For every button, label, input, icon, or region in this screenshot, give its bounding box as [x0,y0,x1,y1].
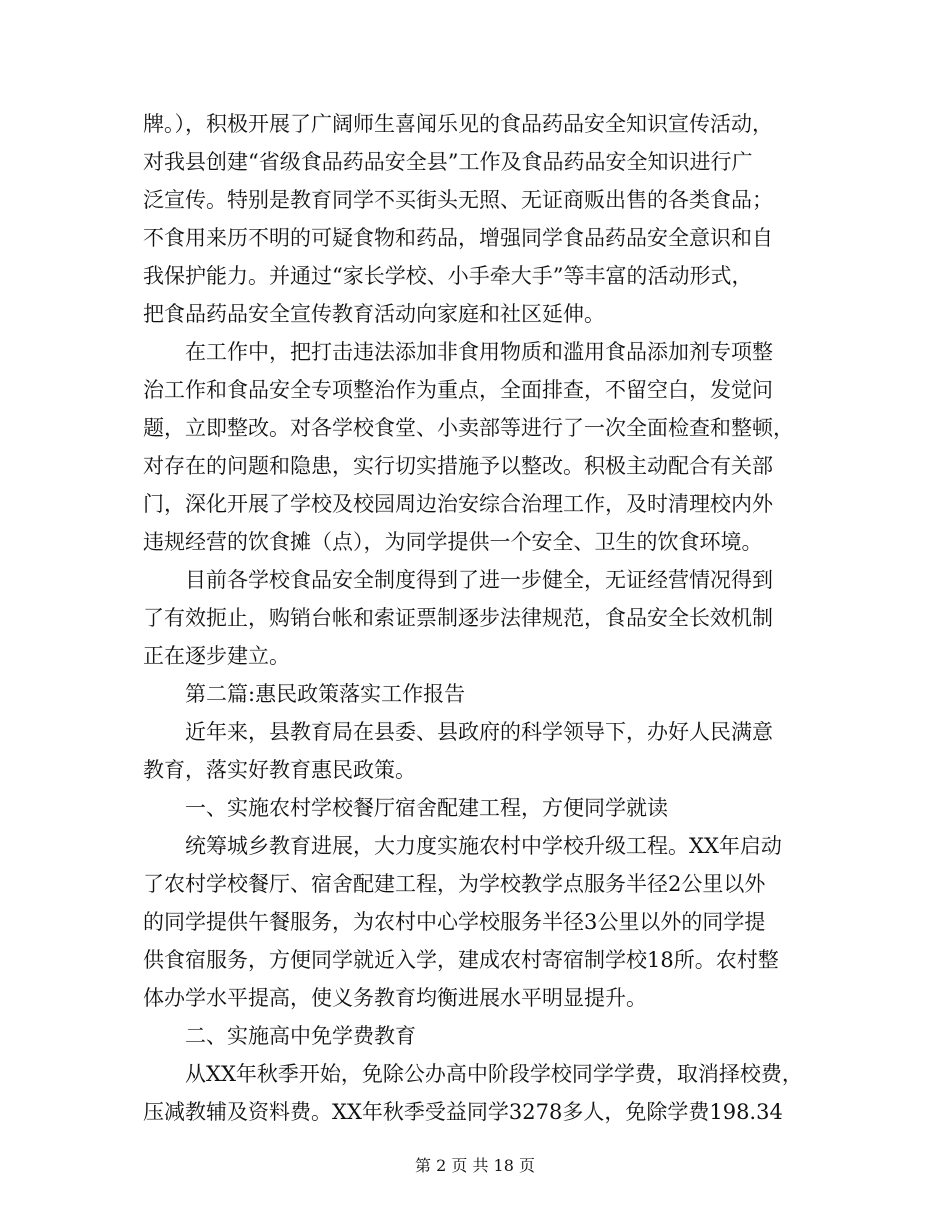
paragraph-line: 对存在的问题和隐患，实行切实措施予以整改。积极主动配合有关部 [143,454,773,478]
paragraph-line: 我保护能力。并通过“家长学校、小手牵大手”等丰富的活动形式， [143,264,753,288]
paragraph-line: 牌。），积极开展了广阔师生喜闻乐见的食品药品安全知识宣传活动， [143,112,773,136]
paragraph-line: 正在逐步建立。 [143,644,290,668]
paragraph-line: 把食品药品安全宣传教育活动向家庭和社区延伸。 [143,302,605,326]
paragraph-line: 违规经营的饮食摊（点），为同学提供一个安全、卫生的饮食环境。 [143,530,763,554]
paragraph-line: 近年来，县教育局在县委、县政府的科学领导下，办好人民满意 [185,720,773,744]
subsection-heading: 一、实施农村学校餐厅宿舍配建工程，方便同学就读 [185,796,668,820]
paragraph-line: 了有效扼止，购销台帐和索证票制逐步法律规范，食品安全长效机制 [143,606,773,630]
paragraph-line: 泛宣传。特别是教育同学不买街头无照、无证商贩出售的各类食品； [143,188,773,212]
paragraph-line: 的同学提供午餐服务，为农村中心学校服务半径3公里以外的同学提 [143,910,766,934]
section-heading: 第二篇:惠民政策落实工作报告 [185,682,466,706]
paragraph-line: 教育，落实好教育惠民政策。 [143,758,416,782]
paragraph-line: 治工作和食品安全专项整治作为重点，全面排查，不留空白，发觉问 [143,378,773,402]
paragraph-line: 压减教辅及资料费。XX年秋季受益同学3278多人，免除学费198.34 [143,1100,783,1124]
paragraph-line: 不食用来历不明的可疑食物和药品，增强同学食品药品安全意识和自 [143,226,773,250]
paragraph-line: 了农村学校餐厅、宿舍配建工程，为学校教学点服务半径2公里以外 [143,872,766,896]
paragraph-line: 门，深化开展了学校及校园周边治安综合治理工作，及时清理校内外 [143,492,773,516]
paragraph-line: 在工作中，把打击违法添加非食用物质和滥用食品添加剂专项整 [185,340,773,364]
paragraph-line: 对我县创建“省级食品药品安全县”工作及食品药品安全知识进行广 [143,150,753,174]
paragraph-line: 体办学水平提高，使义务教育均衡进展水平明显提升。 [143,986,647,1010]
paragraph-line: 供食宿服务，方便同学就近入学，建成农村寄宿制学校18所。农村整 [143,948,779,972]
paragraph-line: 题，立即整改。对各学校食堂、小卖部等进行了一次全面检查和整顿， [143,416,794,440]
subsection-heading: 二、实施高中免学费教育 [185,1024,416,1048]
paragraph-line: 目前各学校食品安全制度得到了进一步健全，无证经营情况得到 [185,568,773,592]
paragraph-line: 从XX年秋季开始，免除公办高中阶段学校同学学费，取消择校费， [185,1062,803,1086]
paragraph-line: 统筹城乡教育进展，大力度实施农村中学校升级工程。XX年启动 [185,834,782,858]
page-number-footer: 第 2 页 共 18 页 [415,1156,535,1175]
